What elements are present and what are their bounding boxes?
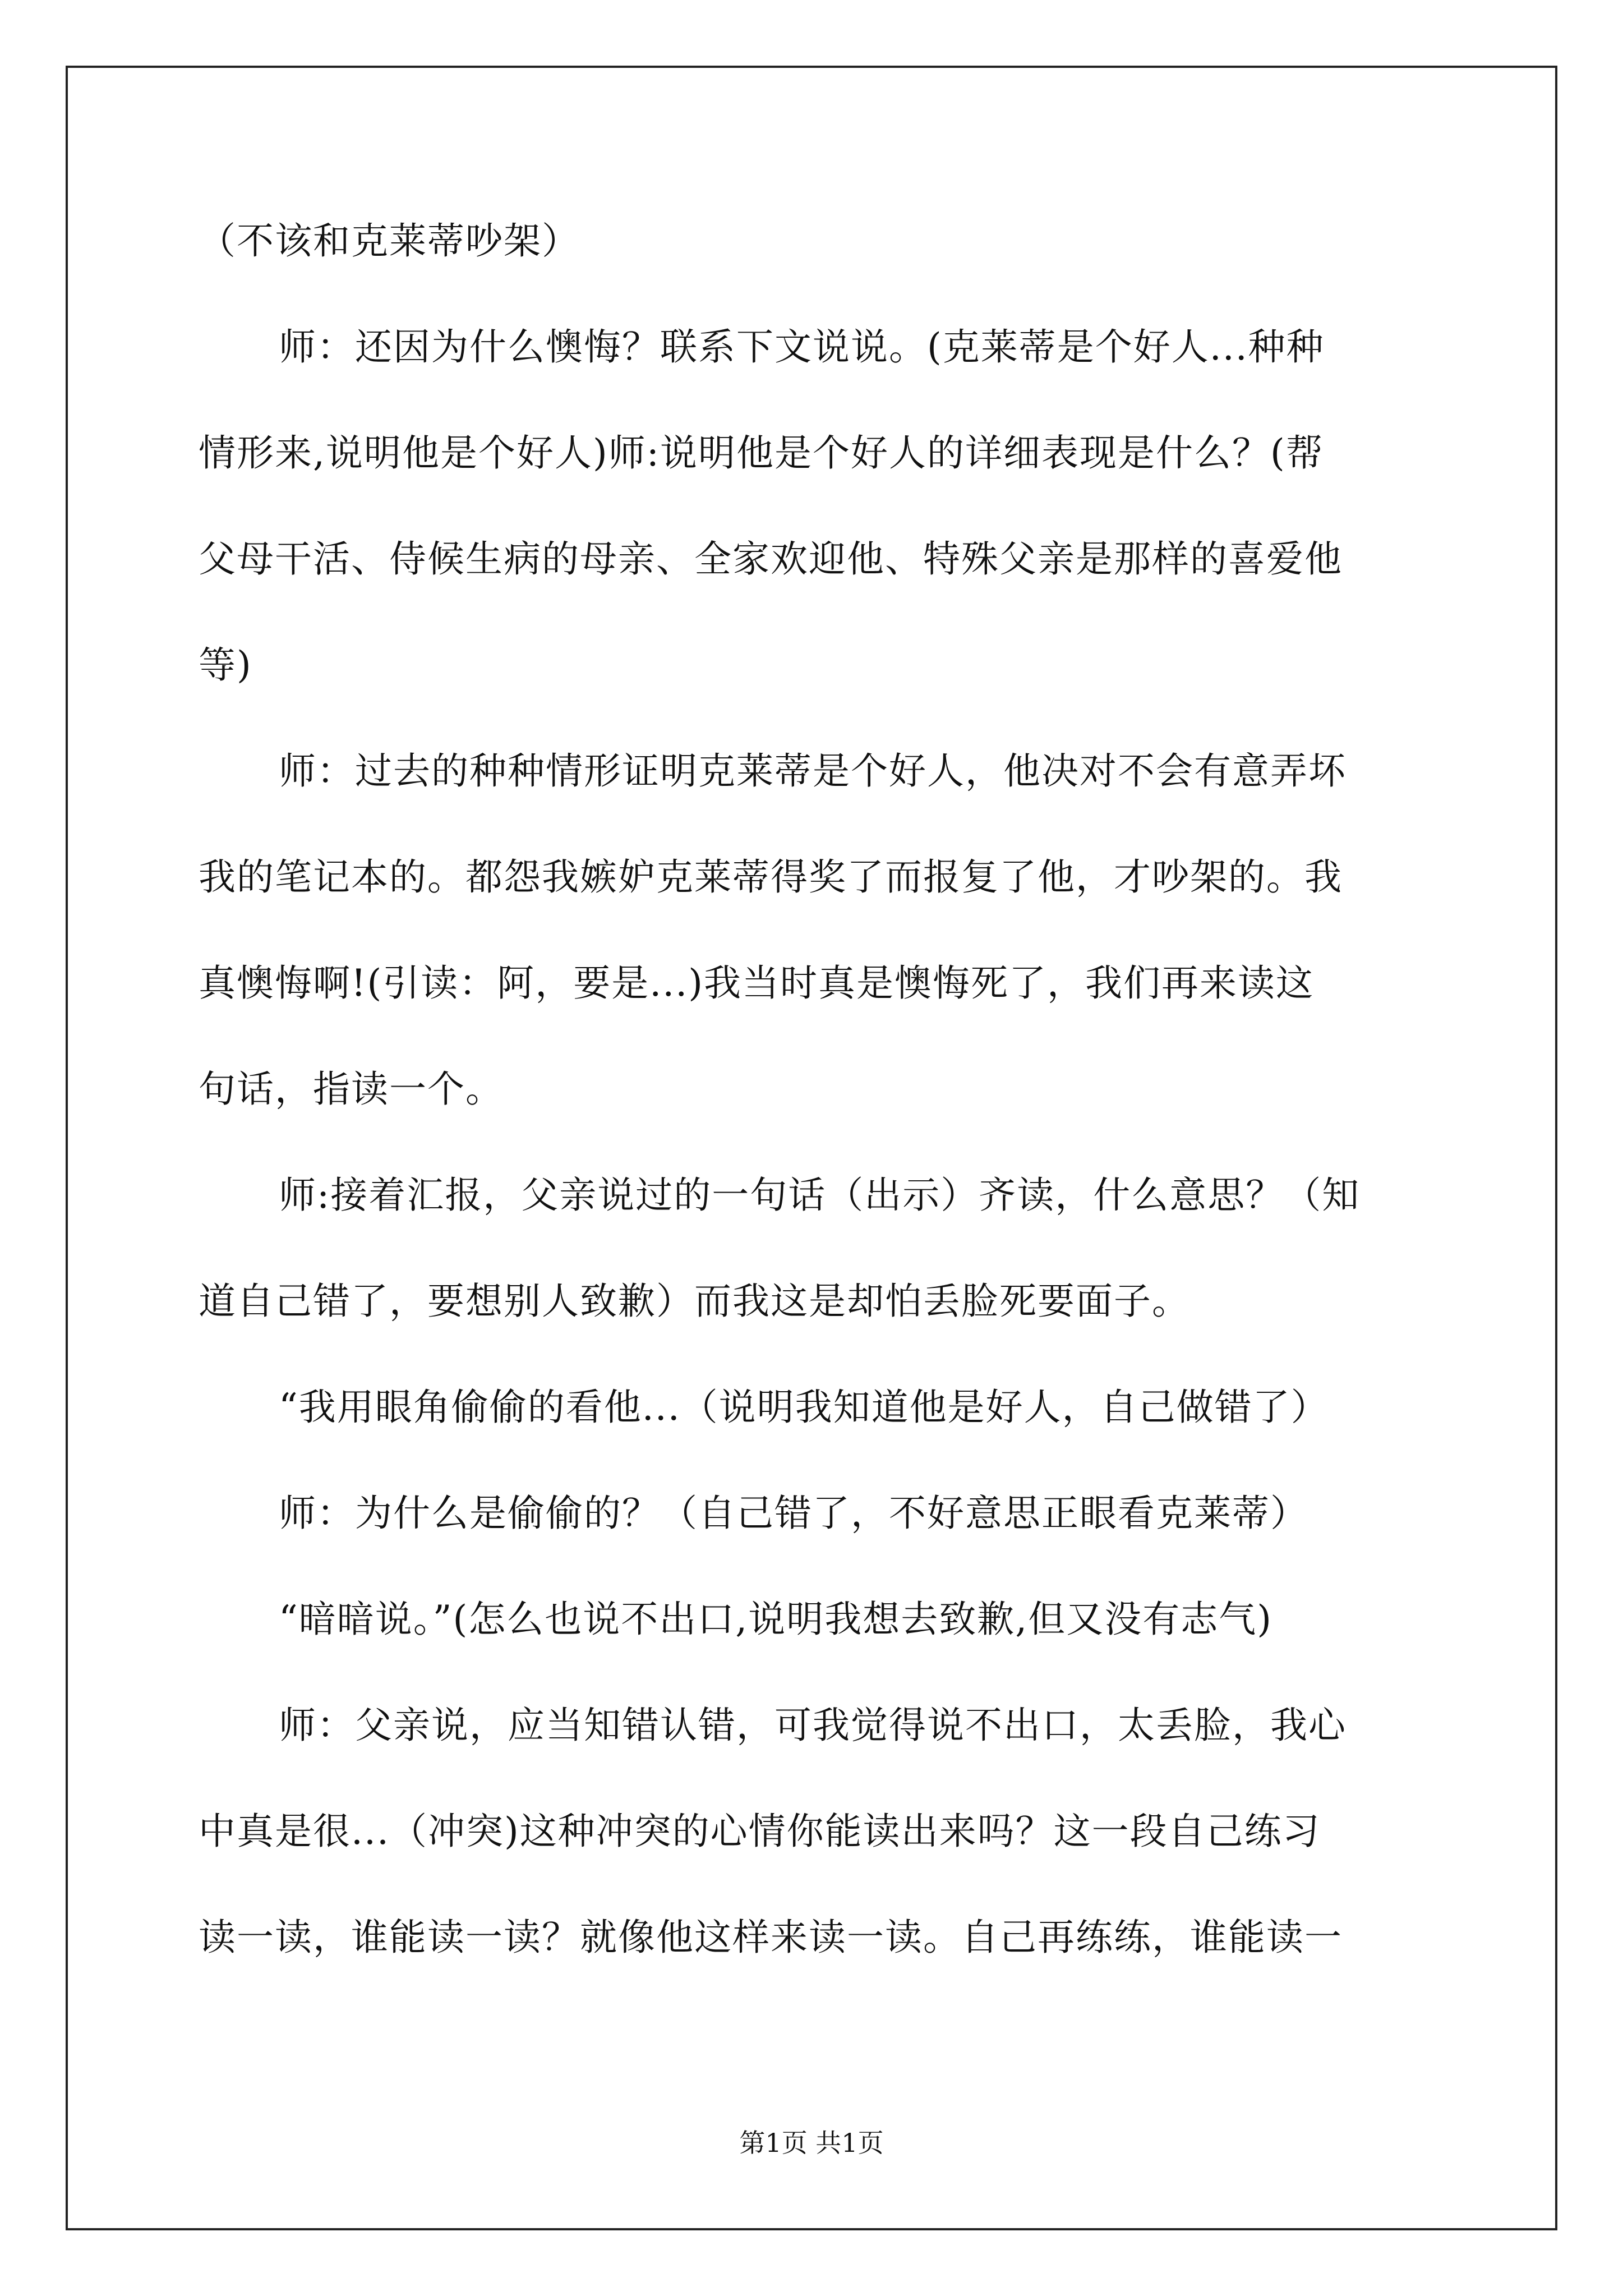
text-line: 我的笔记本的。都怨我嫉妒克莱蒂得奖了而报复了他，才吵架的。我 <box>199 855 1343 899</box>
text-line: 读一读，谁能读一读？就像他这样来读一读。自己再练练，谁能读一 <box>199 1916 1343 1959</box>
page-border <box>66 66 1557 2230</box>
text-line: 句话，指读一个。 <box>199 1068 504 1111</box>
text-line: 道自己错了，要想别人致歉）而我这是却怕丢脸死要面子。 <box>199 1280 1190 1323</box>
text-line: “我用眼角偷偷的看他...（说明我知道他是好人，自己做错了） <box>279 1386 1329 1429</box>
text-line: （不该和克莱蒂吵架） <box>199 219 580 263</box>
text-line: 中真是很...（冲突)这种冲突的心情你能读出来吗？这一段自己练习 <box>199 1810 1321 1853</box>
text-line: 父母干活、侍候生病的母亲、全家欢迎他、特殊父亲是那样的喜爱他 <box>199 537 1343 581</box>
text-line: “暗暗说。”(怎么也说不出口,说明我想去致歉,但又没有志气) <box>279 1598 1272 1641</box>
text-line: 师:接着汇报，父亲说过的一句话（出示）齐读，什么意思？（知 <box>279 1174 1361 1217</box>
text-line: 师：过去的种种情形证明克莱蒂是个好人，他决对不会有意弄坏 <box>279 749 1347 793</box>
text-line: 真懊悔啊!(引读：阿，要是...)我当时真是懊悔死了，我们再来读这 <box>199 961 1314 1005</box>
text-line: 师：还因为什么懊悔？联系下文说说。(克莱蒂是个好人...种种 <box>279 325 1325 369</box>
text-line: 等) <box>199 643 252 687</box>
page-number-footer: 第1页 共1页 <box>739 2128 884 2158</box>
text-line: 情形来,说明他是个好人)师:说明他是个好人的详细表现是什么？(帮 <box>199 431 1324 475</box>
text-line: 师：父亲说，应当知错认错，可我觉得说不出口，太丢脸，我心 <box>279 1704 1347 1747</box>
text-line: 师：为什么是偷偷的？（自己错了，不好意思正眼看克莱蒂） <box>279 1492 1308 1535</box>
